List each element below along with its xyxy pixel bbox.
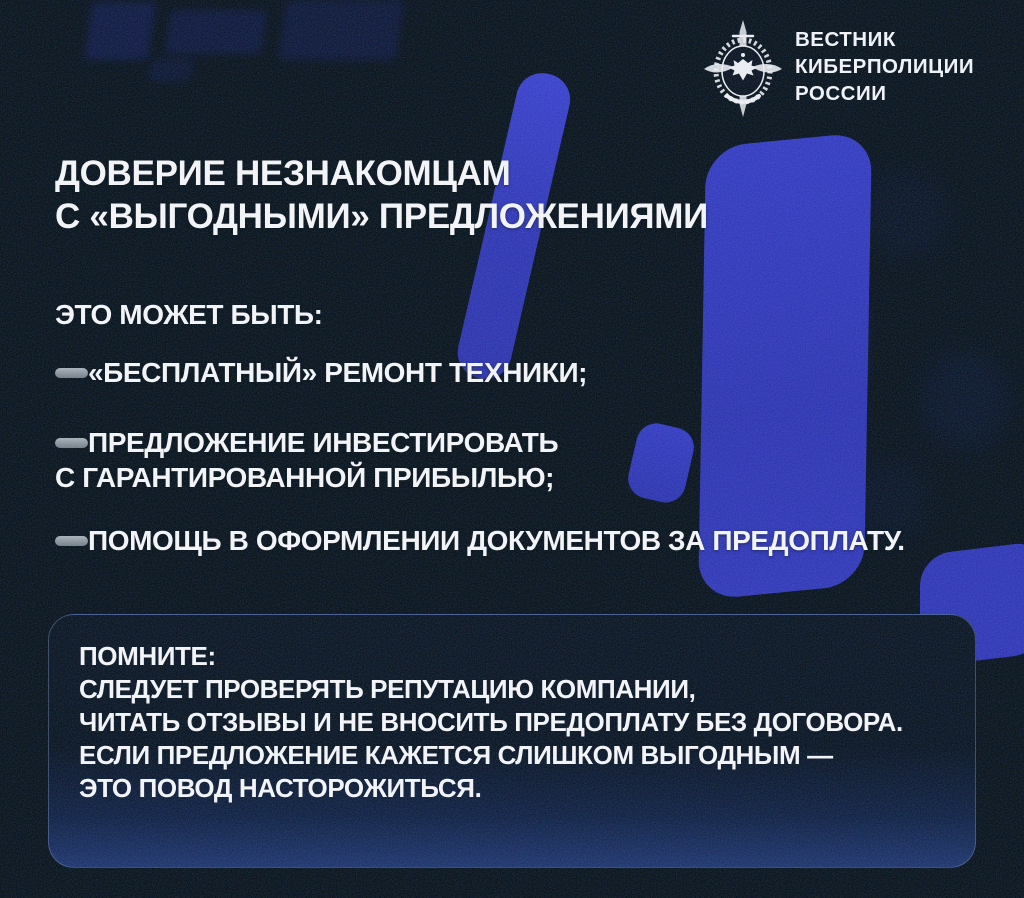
brand-line-2: КИБЕРПОЛИЦИИ	[795, 55, 975, 78]
bullet-item-2-line-1: ПРЕДЛОЖЕНИЕ ИНВЕСТИРОВАТЬ	[88, 427, 559, 458]
reminder-line-4: ЕСЛИ ПРЕДЛОЖЕНИЕ КАЖЕТСЯ СЛИШКОМ ВЫГОДНЫМ —	[79, 740, 833, 770]
reminder-box	[48, 614, 976, 868]
bullet-dash-icon	[55, 368, 88, 378]
reminder-box-text	[79, 640, 903, 805]
brand-line-3: РОССИИ	[795, 82, 887, 105]
background-blue-blob	[860, 170, 950, 260]
background-glitch-shape	[278, 0, 404, 60]
reminder-line-1: ПОМНИТЕ:	[79, 641, 216, 671]
bullet-item-3: ПОМОЩЬ В ОФОРМЛЕНИИ ДОКУМЕНТОВ ЗА ПРЕДОПЛАТУ.	[88, 525, 905, 556]
bullet-dash-icon	[55, 536, 88, 546]
reminder-line-3: ЧИТАТЬ ОТЗЫВЫ И НЕ ВНОСИТЬ ПРЕДОПЛАТУ БЕЗ ДОГОВОРА.	[79, 707, 903, 737]
bullet-item-2-line-2: С ГАРАНТИРОВАННОЙ ПРИБЫЛЬЮ;	[55, 462, 555, 493]
exclamation-mark-small-dot	[624, 419, 698, 506]
brand-line-1: ВЕСТНИК	[795, 28, 896, 51]
bullet-dash-icon	[55, 438, 88, 448]
bullet-item-1: «БЕСПЛАТНЫЙ» РЕМОНТ ТЕХНИКИ;	[88, 357, 588, 388]
cyberpolice-emblem-icon	[700, 18, 786, 118]
page-title-line-2: С «ВЫГОДНЫМИ» ПРЕДЛОЖЕНИЯМИ	[55, 197, 709, 236]
page-title	[55, 152, 708, 238]
background-glitch-shape	[148, 58, 193, 82]
reminder-line-5: ЭТО ПОВОД НАСТОРОЖИТЬСЯ.	[79, 773, 482, 803]
background-blue-blob	[920, 350, 1010, 450]
reminder-line-2: СЛЕДУЕТ ПРОВЕРЯТЬ РЕПУТАЦИЮ КОМПАНИИ,	[79, 674, 696, 704]
page-title-line-1: ДОВЕРИЕ НЕЗНАКОМЦАМ	[55, 154, 511, 193]
intro-label: ЭТО МОЖЕТ БЫТЬ:	[55, 299, 323, 330]
brand-wordmark	[795, 26, 974, 107]
background-glitch-shape	[165, 10, 267, 54]
background-glitch-shape	[84, 2, 156, 60]
